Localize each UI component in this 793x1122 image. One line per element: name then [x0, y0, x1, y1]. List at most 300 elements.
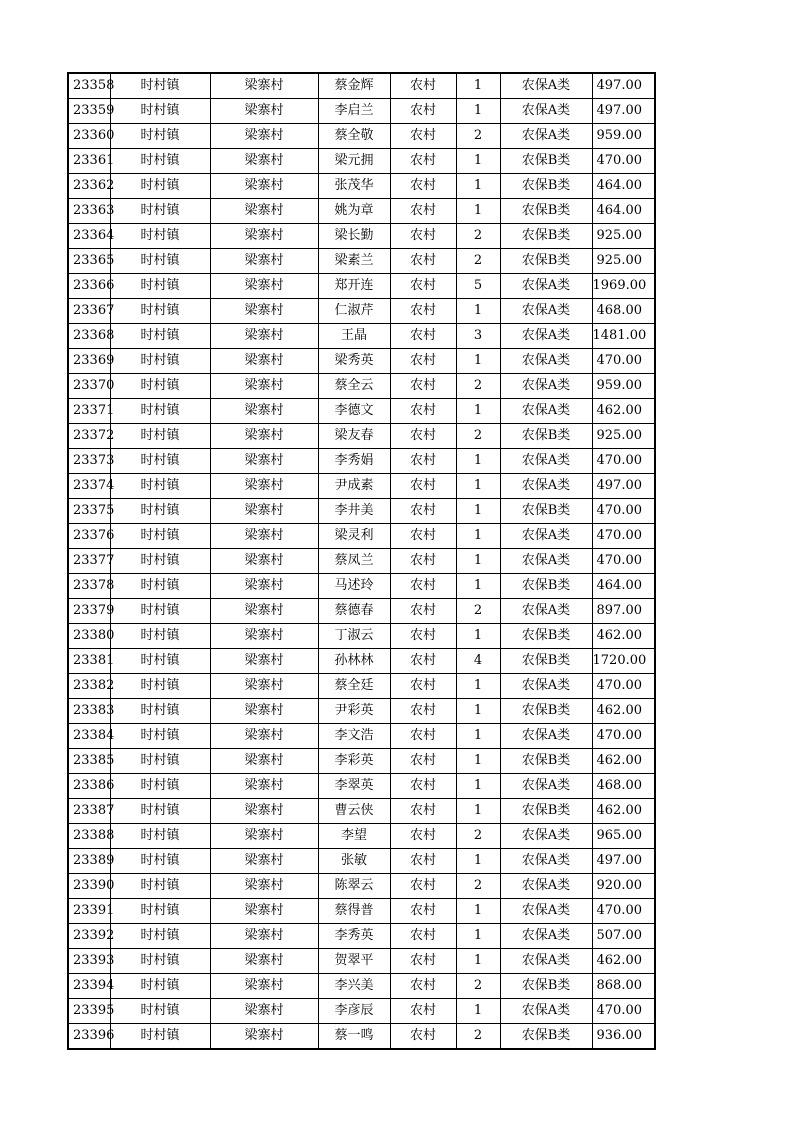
record-id-cell: 23388 — [68, 824, 110, 849]
table-row — [68, 774, 655, 799]
town-cell: 时村镇 — [110, 849, 210, 874]
amount-cell: 1720.00 — [592, 649, 655, 674]
name-cell: 张敏 — [318, 849, 390, 874]
household-count-cell: 2 — [456, 374, 500, 399]
household-count-cell: 2 — [456, 249, 500, 274]
town-cell: 时村镇 — [110, 724, 210, 749]
category-cell: 农保B类 — [500, 249, 592, 274]
record-id-cell: 23368 — [68, 324, 110, 349]
category-cell: 农保B类 — [500, 574, 592, 599]
household-count-cell: 1 — [456, 524, 500, 549]
name-cell: 梁秀英 — [318, 349, 390, 374]
name-cell: 王晶 — [318, 324, 390, 349]
household-count-cell: 4 — [456, 649, 500, 674]
record-id-cell: 23367 — [68, 299, 110, 324]
table-row — [68, 249, 655, 274]
village-cell: 梁寨村 — [210, 399, 318, 424]
residence-type-cell: 农村 — [390, 899, 456, 924]
village-cell: 梁寨村 — [210, 73, 318, 99]
name-cell: 张茂华 — [318, 174, 390, 199]
amount-cell: 464.00 — [592, 174, 655, 199]
residence-type-cell: 农村 — [390, 924, 456, 949]
household-count-cell: 2 — [456, 824, 500, 849]
residence-type-cell: 农村 — [390, 574, 456, 599]
town-cell: 时村镇 — [110, 874, 210, 899]
table-row — [68, 149, 655, 174]
town-cell: 时村镇 — [110, 749, 210, 774]
amount-cell: 470.00 — [592, 674, 655, 699]
name-cell: 李启兰 — [318, 99, 390, 124]
amount-cell: 507.00 — [592, 924, 655, 949]
residence-type-cell: 农村 — [390, 349, 456, 374]
table-row — [68, 974, 655, 999]
household-count-cell: 1 — [456, 749, 500, 774]
village-cell: 梁寨村 — [210, 99, 318, 124]
table-row — [68, 949, 655, 974]
recipient-table — [67, 72, 656, 1050]
amount-cell: 470.00 — [592, 449, 655, 474]
amount-cell: 464.00 — [592, 199, 655, 224]
household-count-cell: 1 — [456, 924, 500, 949]
record-id-cell: 23364 — [68, 224, 110, 249]
amount-cell: 897.00 — [592, 599, 655, 624]
record-id-cell: 23393 — [68, 949, 110, 974]
category-cell: 农保B类 — [500, 974, 592, 999]
category-cell: 农保B类 — [500, 224, 592, 249]
village-cell: 梁寨村 — [210, 249, 318, 274]
amount-cell: 925.00 — [592, 249, 655, 274]
town-cell: 时村镇 — [110, 774, 210, 799]
amount-cell: 470.00 — [592, 149, 655, 174]
record-id-cell: 23379 — [68, 599, 110, 624]
residence-type-cell: 农村 — [390, 99, 456, 124]
table-row — [68, 824, 655, 849]
residence-type-cell: 农村 — [390, 599, 456, 624]
table-row — [68, 399, 655, 424]
town-cell: 时村镇 — [110, 699, 210, 724]
table-row — [68, 599, 655, 624]
village-cell: 梁寨村 — [210, 574, 318, 599]
amount-cell: 462.00 — [592, 399, 655, 424]
village-cell: 梁寨村 — [210, 499, 318, 524]
town-cell: 时村镇 — [110, 974, 210, 999]
residence-type-cell: 农村 — [390, 949, 456, 974]
residence-type-cell: 农村 — [390, 699, 456, 724]
record-id-cell: 23371 — [68, 399, 110, 424]
household-count-cell: 2 — [456, 1024, 500, 1050]
record-id-cell: 23383 — [68, 699, 110, 724]
table-row — [68, 624, 655, 649]
residence-type-cell: 农村 — [390, 649, 456, 674]
village-cell: 梁寨村 — [210, 124, 318, 149]
table-row — [68, 1024, 655, 1050]
village-cell: 梁寨村 — [210, 174, 318, 199]
record-id-cell: 23382 — [68, 674, 110, 699]
town-cell: 时村镇 — [110, 199, 210, 224]
name-cell: 丁淑云 — [318, 624, 390, 649]
household-count-cell: 1 — [456, 899, 500, 924]
town-cell: 时村镇 — [110, 324, 210, 349]
household-count-cell: 1 — [456, 474, 500, 499]
table-row — [68, 924, 655, 949]
amount-cell: 925.00 — [592, 224, 655, 249]
record-id-cell: 23377 — [68, 549, 110, 574]
record-id-cell: 23362 — [68, 174, 110, 199]
record-id-cell: 23386 — [68, 774, 110, 799]
category-cell: 农保B类 — [500, 149, 592, 174]
name-cell: 李彦辰 — [318, 999, 390, 1024]
residence-type-cell: 农村 — [390, 774, 456, 799]
category-cell: 农保A类 — [500, 999, 592, 1024]
residence-type-cell: 农村 — [390, 849, 456, 874]
residence-type-cell: 农村 — [390, 874, 456, 899]
name-cell: 蔡一鸣 — [318, 1024, 390, 1050]
village-cell: 梁寨村 — [210, 1024, 318, 1050]
table-row — [68, 999, 655, 1024]
residence-type-cell: 农村 — [390, 73, 456, 99]
table-row — [68, 124, 655, 149]
village-cell: 梁寨村 — [210, 899, 318, 924]
name-cell: 李彩英 — [318, 749, 390, 774]
amount-cell: 462.00 — [592, 949, 655, 974]
village-cell: 梁寨村 — [210, 474, 318, 499]
household-count-cell: 3 — [456, 324, 500, 349]
record-id-cell: 23361 — [68, 149, 110, 174]
category-cell: 农保A类 — [500, 524, 592, 549]
village-cell: 梁寨村 — [210, 324, 318, 349]
table-row — [68, 174, 655, 199]
record-id-cell: 23391 — [68, 899, 110, 924]
amount-cell: 470.00 — [592, 999, 655, 1024]
category-cell: 农保A类 — [500, 899, 592, 924]
category-cell: 农保A类 — [500, 474, 592, 499]
record-id-cell: 23378 — [68, 574, 110, 599]
name-cell: 蔡全廷 — [318, 674, 390, 699]
residence-type-cell: 农村 — [390, 974, 456, 999]
table-row — [68, 674, 655, 699]
town-cell: 时村镇 — [110, 599, 210, 624]
category-cell: 农保A类 — [500, 99, 592, 124]
category-cell: 农保B类 — [500, 624, 592, 649]
name-cell: 曹云侠 — [318, 799, 390, 824]
village-cell: 梁寨村 — [210, 699, 318, 724]
table-row — [68, 574, 655, 599]
residence-type-cell: 农村 — [390, 324, 456, 349]
record-id-cell: 23366 — [68, 274, 110, 299]
category-cell: 农保B类 — [500, 699, 592, 724]
amount-cell: 965.00 — [592, 824, 655, 849]
record-id-cell: 23395 — [68, 999, 110, 1024]
category-cell: 农保B类 — [500, 174, 592, 199]
amount-cell: 470.00 — [592, 524, 655, 549]
town-cell: 时村镇 — [110, 149, 210, 174]
table-row — [68, 749, 655, 774]
household-count-cell: 5 — [456, 274, 500, 299]
residence-type-cell: 农村 — [390, 499, 456, 524]
category-cell: 农保A类 — [500, 73, 592, 99]
residence-type-cell: 农村 — [390, 224, 456, 249]
village-cell: 梁寨村 — [210, 949, 318, 974]
village-cell: 梁寨村 — [210, 924, 318, 949]
amount-cell: 1481.00 — [592, 324, 655, 349]
name-cell: 蔡凤兰 — [318, 549, 390, 574]
residence-type-cell: 农村 — [390, 624, 456, 649]
town-cell: 时村镇 — [110, 949, 210, 974]
household-count-cell: 1 — [456, 574, 500, 599]
town-cell: 时村镇 — [110, 499, 210, 524]
record-id-cell: 23358 — [68, 73, 110, 99]
name-cell: 李秀娟 — [318, 449, 390, 474]
village-cell: 梁寨村 — [210, 824, 318, 849]
name-cell: 孙林林 — [318, 649, 390, 674]
record-id-cell: 23387 — [68, 799, 110, 824]
amount-cell: 462.00 — [592, 749, 655, 774]
category-cell: 农保B类 — [500, 424, 592, 449]
village-cell: 梁寨村 — [210, 599, 318, 624]
residence-type-cell: 农村 — [390, 299, 456, 324]
name-cell: 蔡德春 — [318, 599, 390, 624]
amount-cell: 462.00 — [592, 799, 655, 824]
table-row — [68, 524, 655, 549]
category-cell: 农保A类 — [500, 874, 592, 899]
town-cell: 时村镇 — [110, 649, 210, 674]
town-cell: 时村镇 — [110, 274, 210, 299]
record-id-cell: 23390 — [68, 874, 110, 899]
name-cell: 郑开连 — [318, 274, 390, 299]
household-count-cell: 1 — [456, 774, 500, 799]
table-row — [68, 374, 655, 399]
household-count-cell: 2 — [456, 874, 500, 899]
name-cell: 仁淑芹 — [318, 299, 390, 324]
town-cell: 时村镇 — [110, 449, 210, 474]
household-count-cell: 1 — [456, 999, 500, 1024]
name-cell: 李文浩 — [318, 724, 390, 749]
town-cell: 时村镇 — [110, 73, 210, 99]
amount-cell: 464.00 — [592, 574, 655, 599]
category-cell: 农保A类 — [500, 449, 592, 474]
record-id-cell: 23376 — [68, 524, 110, 549]
residence-type-cell: 农村 — [390, 674, 456, 699]
household-count-cell: 1 — [456, 699, 500, 724]
table-row — [68, 324, 655, 349]
residence-type-cell: 农村 — [390, 724, 456, 749]
amount-cell: 462.00 — [592, 624, 655, 649]
village-cell: 梁寨村 — [210, 299, 318, 324]
residence-type-cell: 农村 — [390, 549, 456, 574]
village-cell: 梁寨村 — [210, 524, 318, 549]
table-row — [68, 424, 655, 449]
record-id-cell: 23392 — [68, 924, 110, 949]
town-cell: 时村镇 — [110, 924, 210, 949]
village-cell: 梁寨村 — [210, 674, 318, 699]
village-cell: 梁寨村 — [210, 549, 318, 574]
record-id-cell: 23359 — [68, 99, 110, 124]
table-row — [68, 474, 655, 499]
category-cell: 农保A类 — [500, 774, 592, 799]
household-count-cell: 1 — [456, 799, 500, 824]
town-cell: 时村镇 — [110, 174, 210, 199]
village-cell: 梁寨村 — [210, 874, 318, 899]
category-cell: 农保A类 — [500, 949, 592, 974]
residence-type-cell: 农村 — [390, 199, 456, 224]
table-row — [68, 649, 655, 674]
village-cell: 梁寨村 — [210, 749, 318, 774]
household-count-cell: 2 — [456, 974, 500, 999]
table-row — [68, 699, 655, 724]
household-count-cell: 1 — [456, 949, 500, 974]
amount-cell: 920.00 — [592, 874, 655, 899]
category-cell: 农保B类 — [500, 499, 592, 524]
household-count-cell: 1 — [456, 849, 500, 874]
name-cell: 李德文 — [318, 399, 390, 424]
town-cell: 时村镇 — [110, 424, 210, 449]
residence-type-cell: 农村 — [390, 524, 456, 549]
table-row — [68, 299, 655, 324]
village-cell: 梁寨村 — [210, 424, 318, 449]
category-cell: 农保A类 — [500, 324, 592, 349]
table-row — [68, 449, 655, 474]
category-cell: 农保A类 — [500, 849, 592, 874]
residence-type-cell: 农村 — [390, 1024, 456, 1050]
table-row — [68, 73, 655, 99]
town-cell: 时村镇 — [110, 574, 210, 599]
category-cell: 农保A类 — [500, 549, 592, 574]
name-cell: 梁友春 — [318, 424, 390, 449]
category-cell: 农保A类 — [500, 349, 592, 374]
household-count-cell: 2 — [456, 224, 500, 249]
residence-type-cell: 农村 — [390, 449, 456, 474]
amount-cell: 868.00 — [592, 974, 655, 999]
household-count-cell: 1 — [456, 724, 500, 749]
amount-cell: 497.00 — [592, 99, 655, 124]
amount-cell: 936.00 — [592, 1024, 655, 1050]
residence-type-cell: 农村 — [390, 474, 456, 499]
town-cell: 时村镇 — [110, 374, 210, 399]
category-cell: 农保A类 — [500, 599, 592, 624]
name-cell: 李望 — [318, 824, 390, 849]
village-cell: 梁寨村 — [210, 974, 318, 999]
amount-cell: 468.00 — [592, 774, 655, 799]
category-cell: 农保A类 — [500, 374, 592, 399]
village-cell: 梁寨村 — [210, 374, 318, 399]
name-cell: 蔡得普 — [318, 899, 390, 924]
name-cell: 蔡全云 — [318, 374, 390, 399]
record-id-cell: 23396 — [68, 1024, 110, 1050]
residence-type-cell: 农村 — [390, 374, 456, 399]
residence-type-cell: 农村 — [390, 749, 456, 774]
amount-cell: 470.00 — [592, 349, 655, 374]
household-count-cell: 1 — [456, 349, 500, 374]
amount-cell: 1969.00 — [592, 274, 655, 299]
name-cell: 李井美 — [318, 499, 390, 524]
category-cell: 农保A类 — [500, 924, 592, 949]
name-cell: 贺翠平 — [318, 949, 390, 974]
table-row — [68, 724, 655, 749]
name-cell: 尹成素 — [318, 474, 390, 499]
household-count-cell: 1 — [456, 449, 500, 474]
table-row — [68, 224, 655, 249]
town-cell: 时村镇 — [110, 249, 210, 274]
residence-type-cell: 农村 — [390, 274, 456, 299]
amount-cell: 497.00 — [592, 474, 655, 499]
household-count-cell: 1 — [456, 299, 500, 324]
village-cell: 梁寨村 — [210, 999, 318, 1024]
village-cell: 梁寨村 — [210, 649, 318, 674]
table-row — [68, 499, 655, 524]
household-count-cell: 1 — [456, 674, 500, 699]
record-id-cell: 23363 — [68, 199, 110, 224]
name-cell: 蔡金辉 — [318, 73, 390, 99]
amount-cell: 470.00 — [592, 549, 655, 574]
category-cell: 农保A类 — [500, 724, 592, 749]
category-cell: 农保B类 — [500, 799, 592, 824]
record-id-cell: 23380 — [68, 624, 110, 649]
record-id-cell: 23389 — [68, 849, 110, 874]
household-count-cell: 1 — [456, 99, 500, 124]
village-cell: 梁寨村 — [210, 199, 318, 224]
name-cell: 梁灵利 — [318, 524, 390, 549]
table-row — [68, 99, 655, 124]
village-cell: 梁寨村 — [210, 624, 318, 649]
category-cell: 农保A类 — [500, 124, 592, 149]
residence-type-cell: 农村 — [390, 149, 456, 174]
amount-cell: 462.00 — [592, 699, 655, 724]
record-id-cell: 23381 — [68, 649, 110, 674]
village-cell: 梁寨村 — [210, 799, 318, 824]
category-cell: 农保A类 — [500, 674, 592, 699]
town-cell: 时村镇 — [110, 99, 210, 124]
category-cell: 农保B类 — [500, 649, 592, 674]
table-row — [68, 899, 655, 924]
household-count-cell: 1 — [456, 499, 500, 524]
residence-type-cell: 农村 — [390, 999, 456, 1024]
category-cell: 农保A类 — [500, 824, 592, 849]
name-cell: 李翠英 — [318, 774, 390, 799]
town-cell: 时村镇 — [110, 399, 210, 424]
town-cell: 时村镇 — [110, 124, 210, 149]
category-cell: 农保A类 — [500, 274, 592, 299]
household-count-cell: 1 — [456, 149, 500, 174]
category-cell: 农保B类 — [500, 1024, 592, 1050]
residence-type-cell: 农村 — [390, 124, 456, 149]
residence-type-cell: 农村 — [390, 424, 456, 449]
town-cell: 时村镇 — [110, 299, 210, 324]
residence-type-cell: 农村 — [390, 174, 456, 199]
village-cell: 梁寨村 — [210, 274, 318, 299]
table-row — [68, 849, 655, 874]
amount-cell: 470.00 — [592, 724, 655, 749]
town-cell: 时村镇 — [110, 524, 210, 549]
name-cell: 姚为章 — [318, 199, 390, 224]
town-cell: 时村镇 — [110, 674, 210, 699]
amount-cell: 497.00 — [592, 73, 655, 99]
town-cell: 时村镇 — [110, 799, 210, 824]
residence-type-cell: 农村 — [390, 824, 456, 849]
village-cell: 梁寨村 — [210, 849, 318, 874]
name-cell: 梁元拥 — [318, 149, 390, 174]
category-cell: 农保A类 — [500, 399, 592, 424]
table-row — [68, 549, 655, 574]
town-cell: 时村镇 — [110, 624, 210, 649]
record-id-cell: 23374 — [68, 474, 110, 499]
village-cell: 梁寨村 — [210, 149, 318, 174]
amount-cell: 959.00 — [592, 374, 655, 399]
residence-type-cell: 农村 — [390, 249, 456, 274]
town-cell: 时村镇 — [110, 1024, 210, 1050]
name-cell: 梁长勤 — [318, 224, 390, 249]
village-cell: 梁寨村 — [210, 224, 318, 249]
category-cell: 农保B类 — [500, 199, 592, 224]
